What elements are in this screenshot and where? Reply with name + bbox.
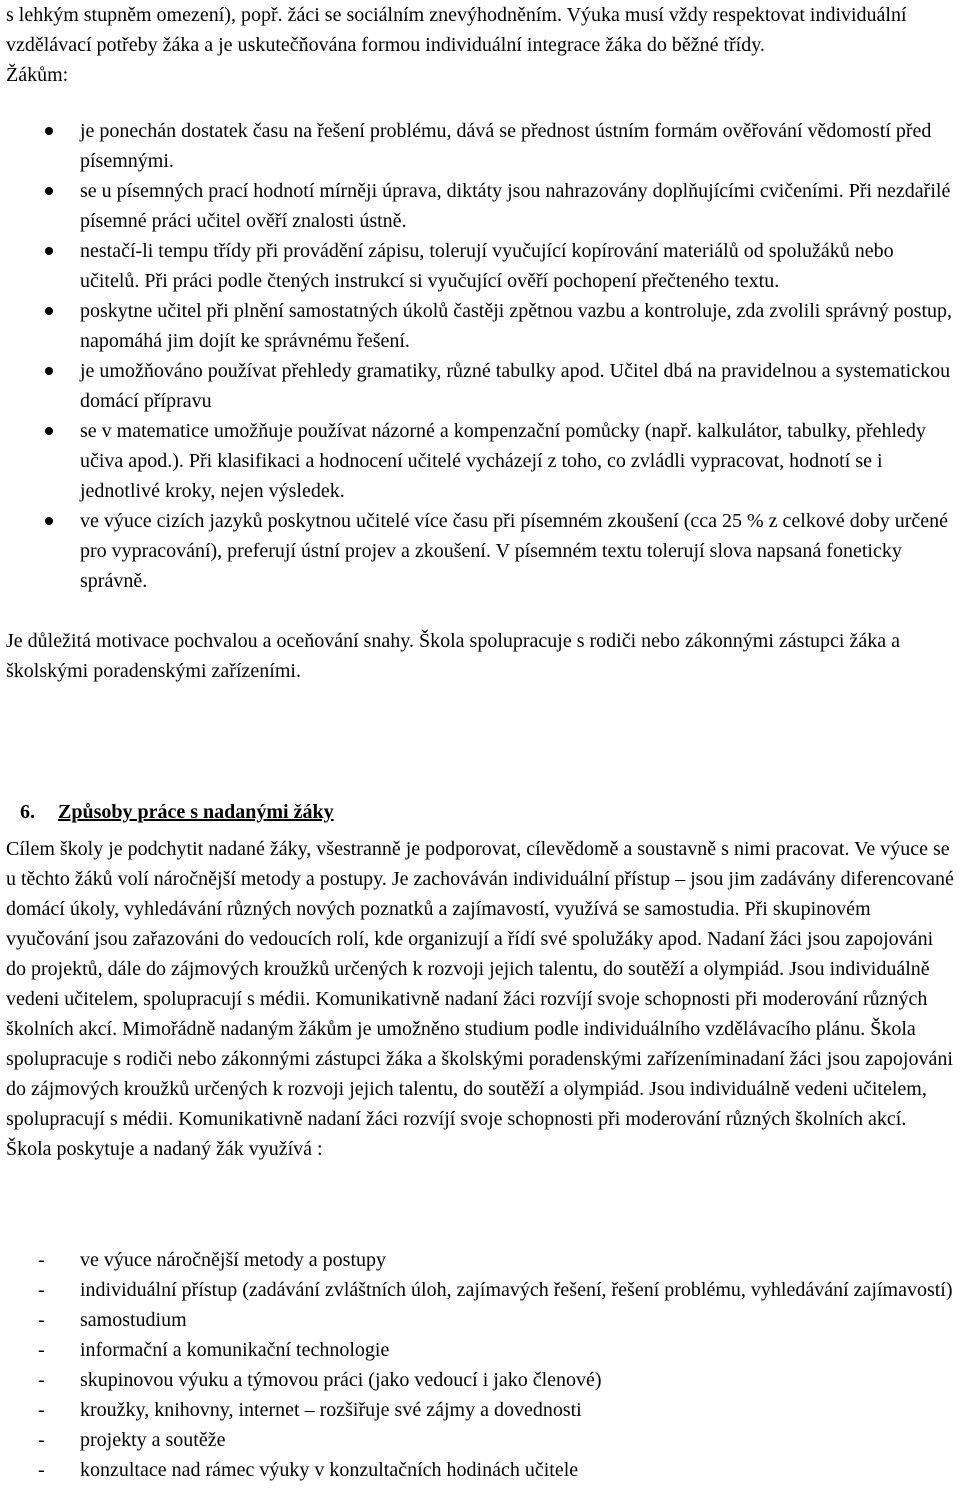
bullet-icon (45, 187, 53, 195)
section-heading (20, 797, 334, 827)
intro-paragraph (6, 0, 956, 90)
dash-marker: - (38, 1459, 45, 1481)
list-item: - skupinovou výuku a týmovou práci (jako vedoucí i jako členové) (0, 1365, 955, 1395)
bullet-icon (45, 247, 53, 255)
intro-lead: Žákům: (6, 64, 69, 86)
bullet-icon (45, 307, 53, 315)
after-bullets-paragraph: Je důležitá motivace pochvalou a oceňování snahy. Škola spolupracuje s rodiči nebo zákonnými zástupci žáka a školskými poradenskými zařízeními. (6, 630, 900, 682)
dash-marker: - (38, 1249, 45, 1271)
offer-list (0, 1245, 960, 1485)
dash-marker: - (38, 1429, 45, 1451)
dash-marker: - (38, 1309, 45, 1331)
list-item: - konzultace nad rámec výuky v konzultačních hodinách učitele (0, 1455, 955, 1485)
list-item: ve výuce cizích jazyků poskytnou učitelé více času při písemném zkoušení (cca 25 % z celkové doby určené pro vypracování), preferují ústní projev a zkoušení. V písemném textu tolerují slova napsaná foneticky správně. (0, 506, 955, 596)
list-item: - ve výuce náročnější metody a postupy (0, 1245, 955, 1275)
list-item: poskytne učitel při plnění samostatných úkolů častěji zpětnou vazbu a kontroluje, zda zvolili správný postup, napomáhá jim dojít ke správnému řešení. (0, 296, 955, 356)
list-item: se v matematice umožňuje používat názorné a kompenzační pomůcky (např. kalkulátor, tabulky, přehledy učiva apod.). Při klasifikaci a hodnocení učitelé vycházejí z toho, co zvládli vypracovat, hodnotí se i jednotlivé kroky, nejen výsledek. (0, 416, 955, 506)
dash-marker: - (38, 1279, 45, 1301)
list-item: - projekty a soutěže (0, 1425, 955, 1455)
list-item: - informační a komunikační technologie (0, 1335, 955, 1365)
bullet-icon (45, 427, 53, 435)
list-item: se u písemných prací hodnotí mírněji úprava, diktáty jsou nahrazovány doplňujícími cvičeními. Při nezdařilé písemné práci učitel ověří znalosti ústně. (0, 176, 955, 236)
list-item: je ponechán dostatek času na řešení problému, dává se přednost ústním formám ověřování vědomostí před písemnými. (0, 116, 955, 176)
list-item: - samostudium (0, 1305, 955, 1335)
bullet-icon (45, 517, 53, 525)
intro-text: s lehkým stupněm omezení), popř. žáci se sociálním znevýhodněním. Výuka musí vždy respektovat individuální vzdělávací potřeby žáka a je uskutečňována formou individuální integrace žáka do běžné třídy. (6, 4, 907, 56)
list-item: je umožňováno používat přehledy gramatiky, různé tabulky apod. Učitel dbá na pravidelnou a systematickou domácí přípravu (0, 356, 955, 416)
list-item: - kroužky, knihovny, internet – rozšiřuje své zájmy a dovednosti (0, 1395, 955, 1425)
section-paragraph: Cílem školy je podchytit nadané žáky, všestranně je podporovat, cílevědomě a soustavně s nimi pracovat. Ve výuce se u těchto žáků volí náročnější metody a postupy. Je zachováván individuální přístup – jsou jim zadávány diferencované domácí úkoly, vyhledávání různých nových poznatků a zajímavostí, využívá se samostudia. Při skupinovém vyučování jsou zařazováni do vedoucích rolí, kde organizují a řídí své spolužáky apod. Nadaní žáci jsou zapojováni do projektů, dále do zájmových kroužků určených k rozvoji jejich talentu, do soutěží a olympiád. Jsou individuálně vedeni učitelem, spolupracují s médii. Komunikativně nadaní žáci rozvíjí svoje schopnosti při moderování různých školních akcí. Mimořádně nadaným žákům je umožněno studium podle individuálního vzdělávacího plánu. Škola spolupracuje s rodiči nebo zákonnými zástupci žáka a školskými poradenskými zařízeníminadaní žáci jsou zapojováni do zájmových kroužků určených k rozvoji jejich talentu, do soutěží a olympiád. Jsou individuálně vedeni učitelem, spolupracují s médii. Komunikativně nadaní žáci rozvíjí svoje schopnosti při moderování různých školních akcí. Škola poskytuje a nadaný žák využívá : (6, 838, 954, 1160)
section-title: Způsoby práce s nadanými žáky (58, 801, 334, 823)
accommodation-list (0, 116, 960, 596)
dash-marker: - (38, 1369, 45, 1391)
list-item: nestačí-li tempu třídy při provádění zápisu, tolerují vyučující kopírování materiálů od spolužáků nebo učitelů. Při práci podle čtených instrukcí si vyučující ověří pochopení přečteného textu. (0, 236, 955, 296)
bullet-icon (45, 127, 53, 135)
section-number: 6. (20, 801, 35, 823)
bullet-icon (45, 367, 53, 375)
dash-marker: - (38, 1399, 45, 1421)
list-item: - individuální přístup (zadávání zvláštních úloh, zajímavých řešení, řešení problému, vyhledávání zajímavostí) (0, 1275, 955, 1305)
dash-marker: - (38, 1339, 45, 1361)
